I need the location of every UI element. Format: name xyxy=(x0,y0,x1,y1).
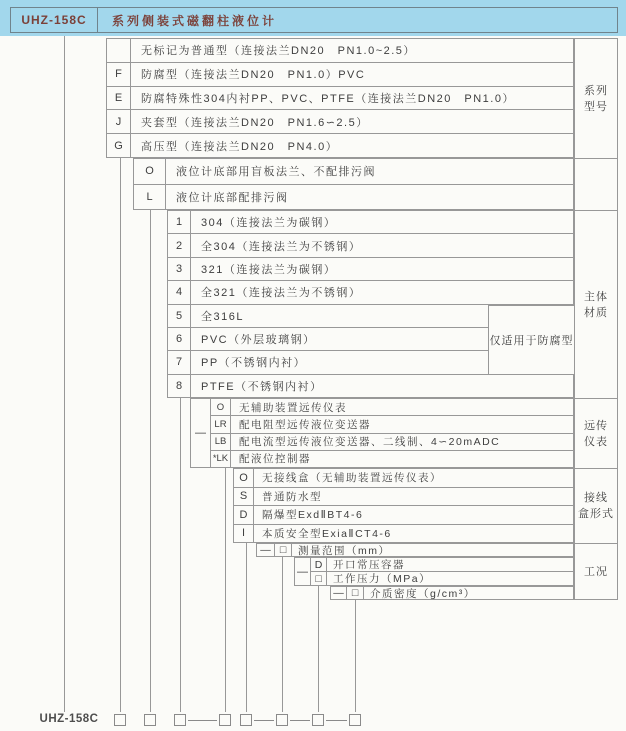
row-desc: 全316L xyxy=(201,310,244,323)
connector-line-junction xyxy=(246,543,247,712)
row-code: *LK xyxy=(211,451,231,467)
row-code: J xyxy=(107,110,131,133)
code-box xyxy=(312,714,324,726)
section-junction-box xyxy=(233,468,574,543)
measuring-range-row xyxy=(256,543,574,557)
row-desc: 普通防水型 xyxy=(262,490,322,503)
row-code: O xyxy=(234,469,254,487)
table-row xyxy=(211,399,573,415)
table-row xyxy=(234,487,573,506)
code-box xyxy=(114,714,126,726)
row-desc: 配液位控制器 xyxy=(239,453,311,466)
row-code: 4 xyxy=(168,281,191,303)
table-row xyxy=(211,450,573,467)
row-desc: 无接线盒（无辅助装置远传仪表） xyxy=(262,472,442,485)
row-desc: 配电阻型远传液位变送器 xyxy=(239,418,371,431)
row-code: 7 xyxy=(168,351,191,373)
label-line: 远传 xyxy=(584,419,608,432)
row-code: 2 xyxy=(168,234,191,256)
code-box xyxy=(276,714,288,726)
table-row xyxy=(107,133,573,157)
row-code: □ xyxy=(311,572,327,585)
row-code: 6 xyxy=(168,328,191,350)
anticorrosion-note-box xyxy=(488,305,575,375)
table-row xyxy=(234,505,573,524)
section-remote-instrument xyxy=(190,398,574,468)
anticorrosion-note-text: 仅适用于防腐型 xyxy=(489,335,574,347)
table-row xyxy=(311,571,573,585)
connector-line-pressure xyxy=(318,586,319,712)
row-desc: 防腐型（连接法兰DN20 PN1.0）PVC xyxy=(141,69,366,82)
row-code: I xyxy=(234,525,254,543)
row-code: 5 xyxy=(168,305,191,327)
table-row xyxy=(234,524,573,543)
table-row xyxy=(211,433,573,450)
table-row xyxy=(168,257,573,280)
dash-cell: — xyxy=(191,399,211,467)
code-box xyxy=(219,714,231,726)
table-row xyxy=(107,62,573,86)
row-desc: 液位计底部用盲板法兰、不配排污阀 xyxy=(176,166,376,179)
medium-density-row xyxy=(330,586,574,600)
row-desc: 高压型（连接法兰DN20 PN4.0） xyxy=(141,140,339,153)
label-body-material xyxy=(575,210,617,398)
connector-line-drain xyxy=(150,210,151,712)
code-box xyxy=(174,714,186,726)
row-desc: 321（连接法兰为碳钢） xyxy=(201,263,337,276)
row-desc: 全304（连接法兰为不锈钢） xyxy=(201,240,362,253)
connector-line-density xyxy=(355,600,356,712)
connector-line-model xyxy=(64,36,65,712)
row-code xyxy=(107,39,131,62)
remote-rows xyxy=(211,399,573,467)
section-body-material xyxy=(167,210,574,398)
table-row xyxy=(168,211,573,233)
placeholder-box-cell: □ xyxy=(275,544,292,556)
table-row xyxy=(168,233,573,256)
table-row xyxy=(168,280,573,303)
row-desc: 无辅助装置远传仪表 xyxy=(239,401,347,414)
connector-line-remote xyxy=(225,468,226,712)
header-model-box xyxy=(10,7,98,33)
code-box xyxy=(349,714,361,726)
code-box xyxy=(144,714,156,726)
row-code: O xyxy=(134,159,166,184)
dash-cell: — xyxy=(257,544,275,556)
row-desc: 测量范围（mm） xyxy=(298,544,391,556)
section-series-model xyxy=(106,38,574,158)
placeholder-box-cell: □ xyxy=(347,587,364,599)
row-code: 3 xyxy=(168,258,191,280)
row-code: L xyxy=(134,185,166,210)
row-desc: PP（不锈钢内衬） xyxy=(201,357,307,370)
table-row xyxy=(107,39,573,62)
table-row xyxy=(211,415,573,432)
row-desc: 304（连接法兰为碳钢） xyxy=(201,217,337,230)
row-desc: 防腐特殊性304内衬PP、PVC、PTFE（连接法兰DN20 PN1.0） xyxy=(141,92,515,105)
table-row xyxy=(311,558,573,571)
row-desc: 夹套型（连接法兰DN20 PN1.6∽2.5） xyxy=(141,116,369,129)
dash-cell: — xyxy=(331,587,347,599)
row-code: G xyxy=(107,134,131,157)
row-desc: 介质密度（g/cm³） xyxy=(370,587,476,599)
row-desc: 配电流型远传液位变送器、二线制、4∽20mADC xyxy=(239,436,501,449)
table-row xyxy=(168,374,573,397)
connector-line-material xyxy=(180,398,181,712)
label-line: 系列 xyxy=(584,84,608,97)
label-empty-cell xyxy=(575,158,617,210)
row-desc: 无标记为普通型（连接法兰DN20 PN1.0~2.5） xyxy=(141,45,416,58)
row-code: F xyxy=(107,63,131,86)
header-model-text: UHZ-158C xyxy=(21,13,87,27)
row-code: S xyxy=(234,488,254,506)
row-desc: 开口常压容器 xyxy=(333,559,405,571)
row-code: LB xyxy=(211,434,231,450)
code-dash xyxy=(290,720,310,721)
row-desc: PVC（外层玻璃钢） xyxy=(201,334,316,347)
table-row xyxy=(107,109,573,133)
row-desc: 工作压力（MPa） xyxy=(333,573,432,585)
row-code: D xyxy=(234,506,254,524)
label-working-condition xyxy=(575,543,617,599)
row-desc: PTFE（不锈钢内衬） xyxy=(201,380,323,393)
section-drain-option xyxy=(133,158,574,210)
code-dash xyxy=(254,720,274,721)
label-line: 主体 xyxy=(584,290,608,303)
code-dash xyxy=(326,720,347,721)
category-label-column xyxy=(574,38,618,600)
label-series-model xyxy=(575,39,617,158)
section-working-condition xyxy=(294,557,574,586)
row-code: 8 xyxy=(168,375,191,397)
page-title: 系列侧装式磁翻柱液位计 xyxy=(112,13,278,28)
row-code: 1 xyxy=(168,211,191,233)
row-desc: 本质安全型ExiaⅡCT4-6 xyxy=(262,527,392,540)
table-row xyxy=(107,86,573,110)
table-row xyxy=(134,184,573,210)
code-box xyxy=(240,714,252,726)
connector-line-series xyxy=(120,158,121,712)
row-desc: 全321（连接法兰为不锈钢） xyxy=(201,287,362,300)
dash-cell: — xyxy=(295,558,311,585)
condition-rows xyxy=(311,558,573,585)
row-desc: 隔爆型ExdⅡBT4-6 xyxy=(262,509,364,522)
row-code: O xyxy=(211,399,231,415)
table-row xyxy=(234,469,573,487)
bottom-model-label: UHZ-158C xyxy=(39,713,99,725)
header-strip xyxy=(0,0,626,36)
row-code: D xyxy=(311,558,327,571)
label-remote-instrument xyxy=(575,398,617,468)
label-junction-box xyxy=(575,468,617,543)
label-line: 型号 xyxy=(584,100,608,113)
table-row xyxy=(134,159,573,184)
label-line: 接线 xyxy=(584,492,608,504)
code-dash xyxy=(188,720,217,721)
row-desc: 液位计底部配排污阀 xyxy=(176,191,289,204)
header-title-box xyxy=(97,7,618,33)
row-code: LR xyxy=(211,416,231,432)
label-line: 材质 xyxy=(584,306,608,319)
label-line: 工况 xyxy=(584,565,608,578)
connector-line-range xyxy=(282,557,283,712)
row-code: E xyxy=(107,87,131,110)
label-line: 仪表 xyxy=(584,435,608,448)
label-line: 盒形式 xyxy=(578,508,614,520)
